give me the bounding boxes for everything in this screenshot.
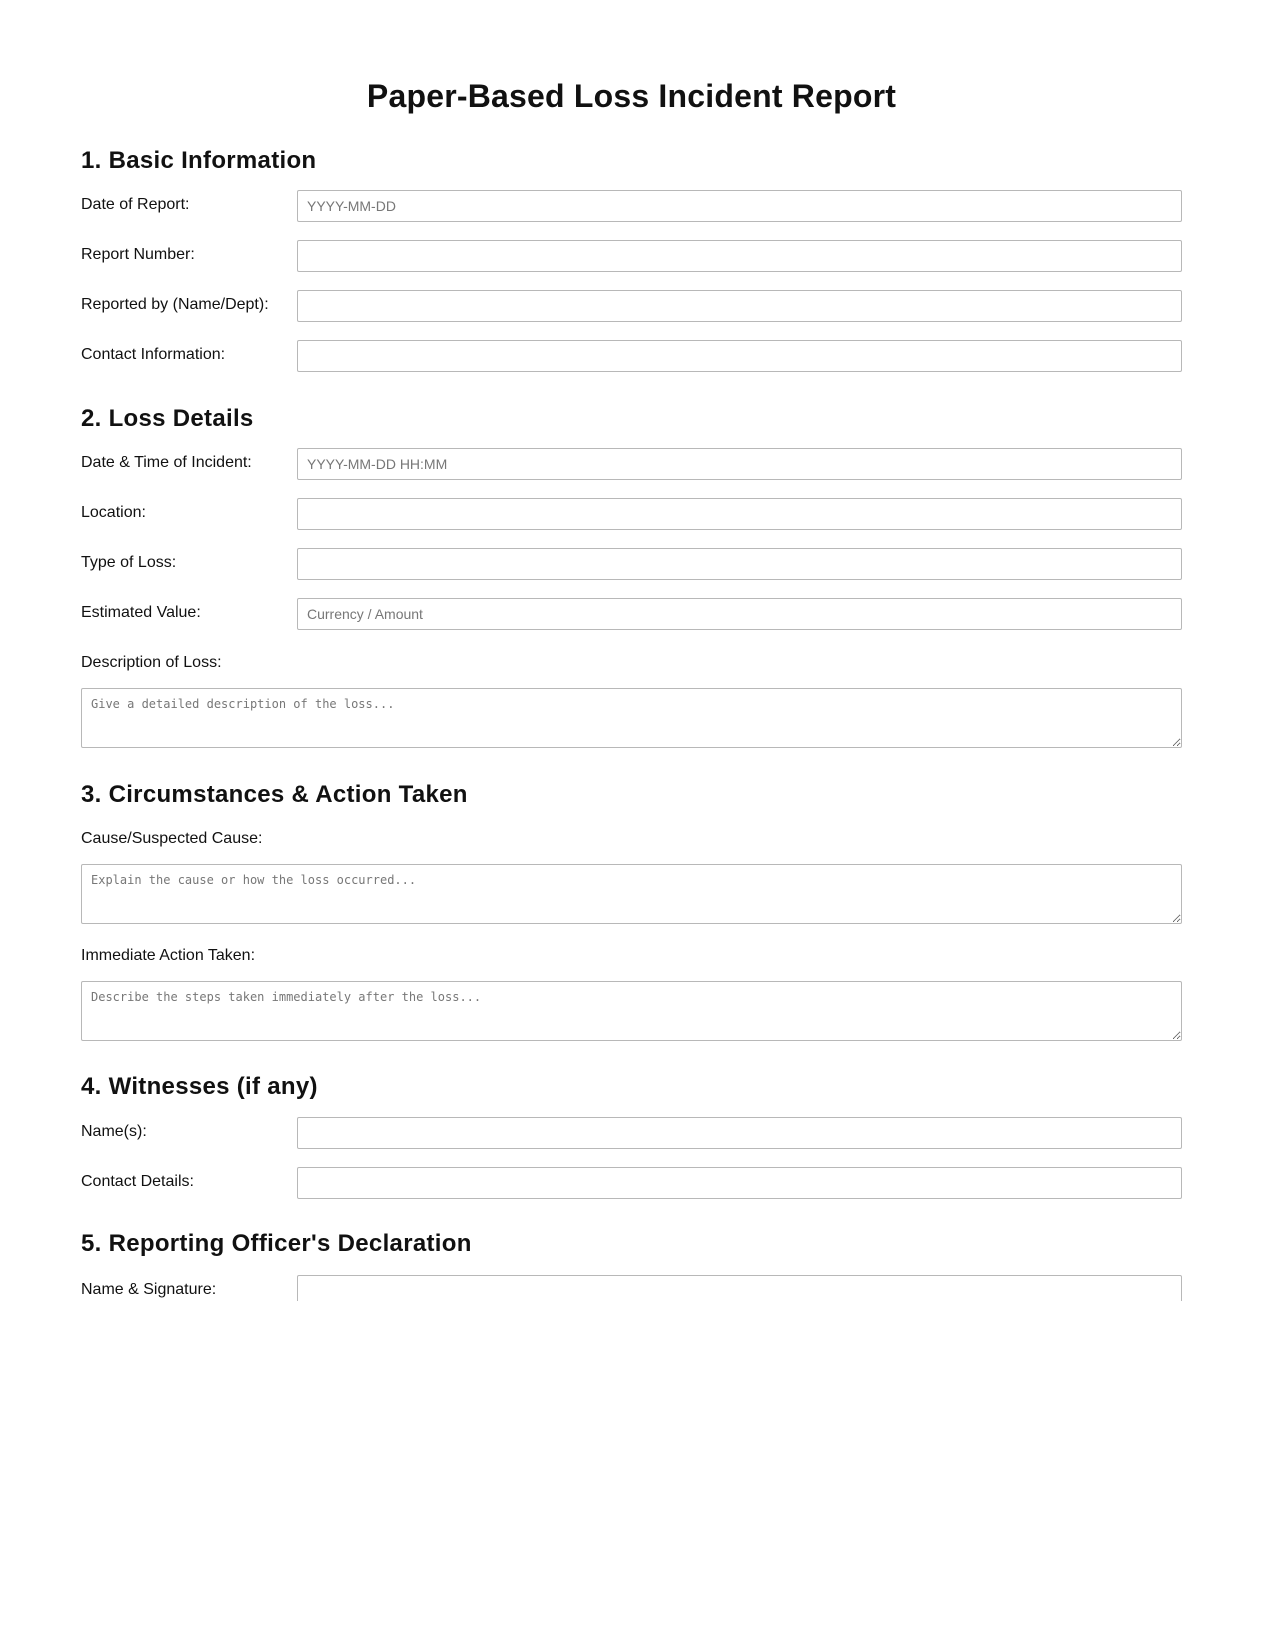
report-number-row xyxy=(81,240,1182,272)
name-signature-row xyxy=(81,1275,1182,1301)
section-heading-witnesses: 4. Witnesses (if any) xyxy=(81,1073,318,1100)
type-of-loss-input[interactable] xyxy=(297,548,1182,580)
report-number-label: Report Number: xyxy=(81,246,195,263)
cause-textarea[interactable] xyxy=(81,864,1182,924)
witness-names-label: Name(s): xyxy=(81,1123,147,1140)
witness-contact-input[interactable] xyxy=(297,1167,1182,1199)
type-of-loss-row xyxy=(81,548,1182,580)
name-signature-input[interactable] xyxy=(297,1275,1182,1301)
date-of-report-label: Date of Report: xyxy=(81,196,190,213)
type-of-loss-label: Type of Loss: xyxy=(81,554,177,571)
section-heading-basic-information: 1. Basic Information xyxy=(81,147,317,174)
witness-names-input[interactable] xyxy=(297,1117,1182,1149)
description-of-loss-textarea[interactable] xyxy=(81,688,1182,748)
witness-contact-label: Contact Details: xyxy=(81,1173,194,1190)
immediate-action-label: Immediate Action Taken: xyxy=(81,947,256,964)
contact-information-input[interactable] xyxy=(297,340,1182,372)
section-heading-loss-details: 2. Loss Details xyxy=(81,405,254,432)
estimated-value-row xyxy=(81,598,1182,630)
immediate-action-textarea[interactable] xyxy=(81,981,1182,1041)
witness-contact-row xyxy=(81,1167,1182,1199)
reported-by-row xyxy=(81,290,1182,322)
estimated-value-label: Estimated Value: xyxy=(81,604,201,621)
location-input[interactable] xyxy=(297,498,1182,530)
location-row xyxy=(81,498,1182,530)
location-label: Location: xyxy=(81,504,146,521)
date-time-row xyxy=(81,448,1182,480)
date-of-report-input[interactable] xyxy=(297,190,1182,222)
contact-information-label: Contact Information: xyxy=(81,346,226,363)
incident-report-form xyxy=(81,0,1182,1301)
page-title: Paper-Based Loss Incident Report xyxy=(366,78,897,114)
reported-by-label: Reported by (Name/Dept): xyxy=(81,296,269,313)
section-heading-declaration: 5. Reporting Officer's Declaration xyxy=(81,1230,472,1257)
date-time-label: Date & Time of Incident: xyxy=(81,454,252,471)
description-of-loss-label: Description of Loss: xyxy=(81,654,222,671)
contact-information-row xyxy=(81,340,1182,372)
name-signature-label: Name & Signature: xyxy=(81,1281,217,1298)
cause-label: Cause/Suspected Cause: xyxy=(81,830,263,847)
estimated-value-input[interactable] xyxy=(297,598,1182,630)
section-heading-circumstances: 3. Circumstances & Action Taken xyxy=(81,781,468,808)
witness-names-row xyxy=(81,1117,1182,1149)
reported-by-input[interactable] xyxy=(297,290,1182,322)
date-time-input[interactable] xyxy=(297,448,1182,480)
report-number-input[interactable] xyxy=(297,240,1182,272)
date-of-report-row xyxy=(81,190,1182,222)
